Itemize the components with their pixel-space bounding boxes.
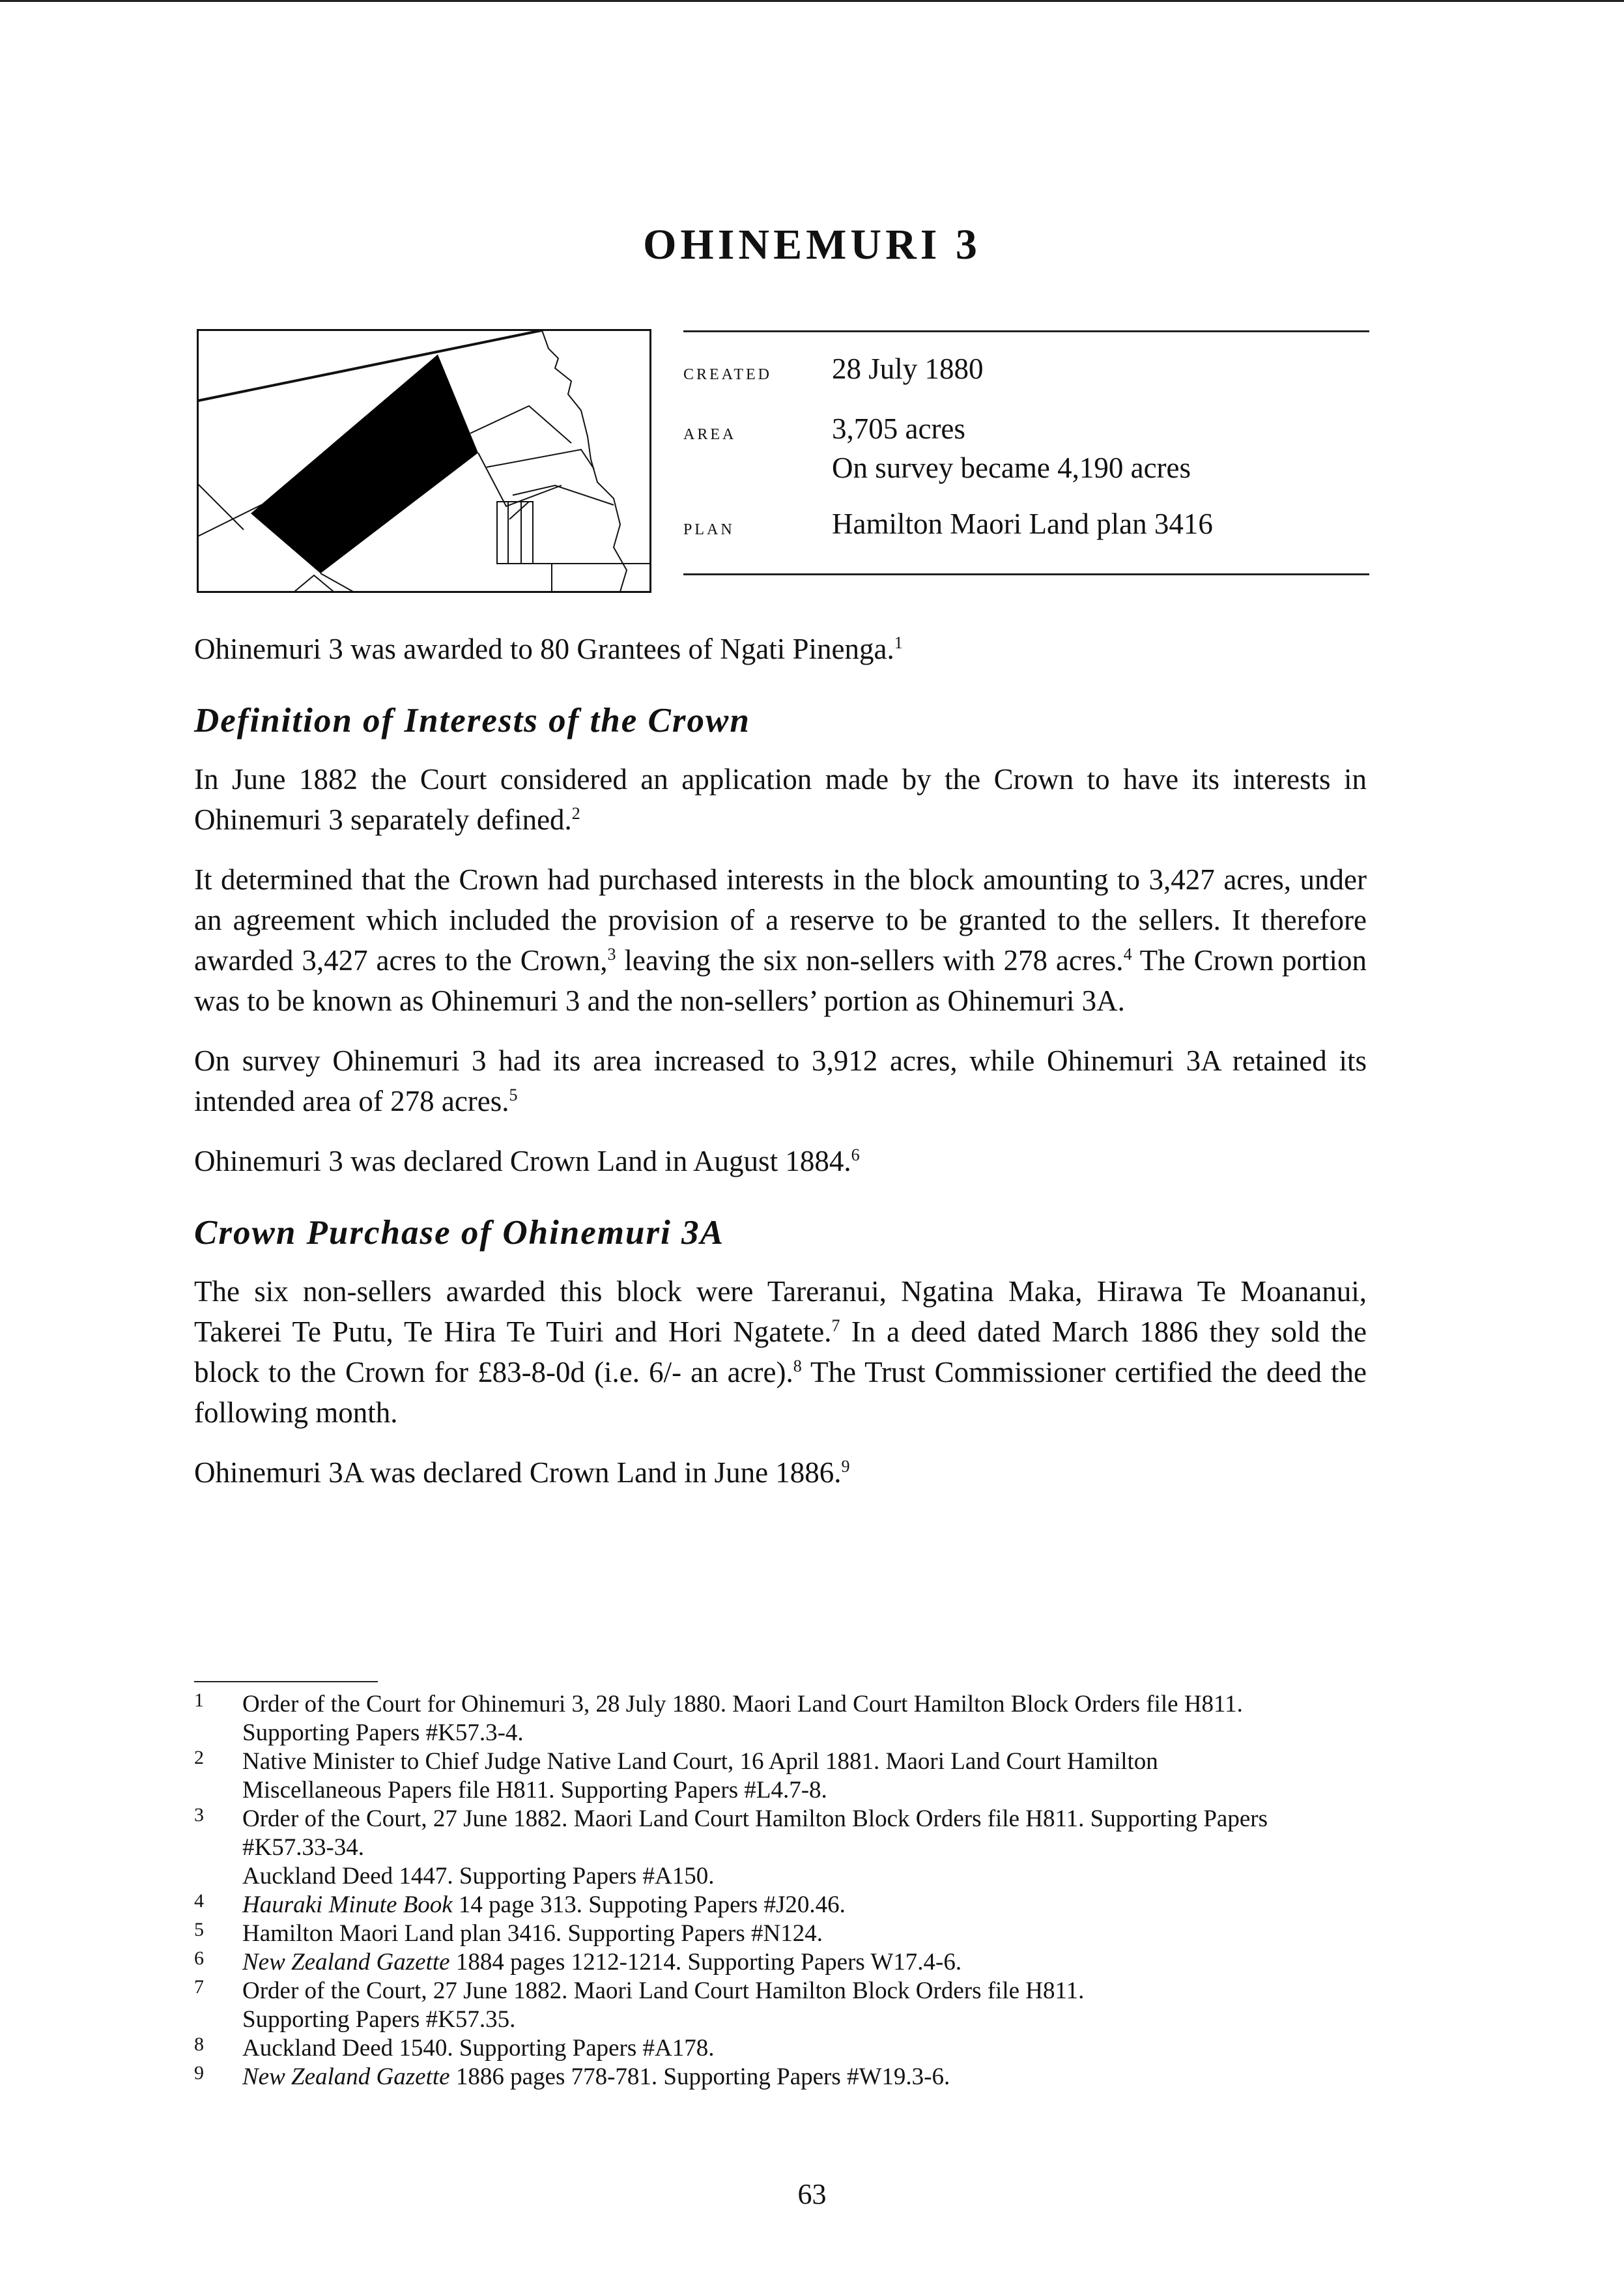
footnote-line (242, 2063, 1373, 2091)
paragraph-text: The Trust Commissioner certified the deed the following month. (194, 1356, 1367, 1429)
footnote (194, 2034, 1373, 2063)
info-value-created (832, 345, 1369, 405)
info-bottom-rule (683, 573, 1369, 575)
footnote-text: 1884 pages 1212-1214. Supporting Papers W17.4-6. (449, 1949, 962, 1976)
info-row-plan (683, 500, 1369, 560)
footnote-line: Supporting Papers #K57.3-4. (242, 1719, 524, 1746)
info-key-plan: plan (683, 515, 735, 539)
footnote (194, 1948, 1373, 1977)
info-value-line: On survey became 4,190 acres (832, 452, 1191, 484)
footnote-ref: 6 (851, 1145, 860, 1164)
info-value-line: 3,705 acres (832, 412, 965, 445)
paragraph (194, 1271, 1367, 1433)
info-key-created: created (683, 360, 772, 384)
top-border-rule (0, 0, 1624, 2)
footnote-ref: 7 (831, 1316, 840, 1335)
footnote-ref: 2 (571, 804, 580, 823)
block-info-table (683, 345, 1369, 560)
footnote-line: Hamilton Maori Land plan 3416. Supporting Papers #N124. (242, 1920, 823, 1947)
footnote-line: Auckland Deed 1540. Supporting Papers #A178. (242, 2035, 715, 2062)
footnote (194, 1690, 1373, 1747)
footnote-ref: 9 (841, 1457, 850, 1476)
paragraph (194, 759, 1367, 840)
footnote (194, 1977, 1373, 2034)
info-value-line: 28 July 1880 (832, 352, 984, 385)
footnote-number: 5 (194, 1919, 204, 1940)
info-value-area (832, 405, 1369, 500)
footnote (194, 1747, 1373, 1805)
paragraph-text: On survey Ohinemuri 3 had its area increased to 3,912 acres, while Ohinemuri 3A retained its intended area of 278 acres. (194, 1044, 1367, 1117)
section-heading-definition: Definition of Interests of the Crown (194, 702, 750, 740)
body-text (194, 629, 1367, 1512)
paragraph (194, 1141, 1367, 1181)
footnote-line: Auckland Deed 1447. Supporting Papers #A150. (242, 1863, 715, 1890)
footnote-italic-title: Hauraki Minute Book (242, 1891, 453, 1918)
paragraph-text: The Crown portion was to be known as Ohinemuri 3 and the non-sellers’ portion as Ohinemuri 3A. (194, 944, 1367, 1017)
paragraph-text: Ohinemuri 3 was declared Crown Land in August 1884. (194, 1145, 851, 1177)
footnote-line: #K57.33-34. (242, 1834, 365, 1861)
footnote-number: 2 (194, 1747, 204, 1768)
footnote-line: Miscellaneous Papers file H811. Supporting Papers #L4.7-8. (242, 1777, 827, 1804)
paragraph-text: The six non-sellers awarded this block were Tareranui, Ngatina Maka, Hirawa Te Moananui, Takerei Te Putu, Te Hira Te Tuiri and Hori Ngatete. (194, 1275, 1367, 1348)
page-number: 63 (797, 2178, 827, 2210)
footnotes (194, 1690, 1373, 2091)
info-key-area: area (683, 420, 737, 444)
footnote-ref: 3 (607, 945, 616, 964)
page-title: OHINEMURI 3 (643, 221, 981, 268)
info-row-created (683, 345, 1369, 405)
footnote-line (242, 1948, 1373, 1977)
footnote-ref: 1 (894, 633, 903, 652)
info-top-rule (683, 330, 1369, 332)
footnote (194, 2063, 1373, 2091)
footnote-text: 1886 pages 778-781. Supporting Papers #W19.3-6. (449, 2063, 950, 2090)
paragraph-text: Ohinemuri 3 was awarded to 80 Grantees of Ngati Pinenga. (194, 633, 894, 665)
intro-paragraph (194, 629, 1367, 669)
footnote-separator (194, 1681, 378, 1682)
footnote-line: Order of the Court, 27 June 1882. Maori Land Court Hamilton Block Orders file H811. Supporting Papers (242, 1805, 1268, 1832)
footnote-number: 4 (194, 1890, 204, 1912)
paragraph-text: Ohinemuri 3A was declared Crown Land in June 1886. (194, 1456, 842, 1489)
footnote-italic-title: New Zealand Gazette (242, 2063, 450, 2090)
footnote-number: 9 (194, 2062, 204, 2084)
footnote-number: 8 (194, 2034, 204, 2055)
footnote (194, 1891, 1373, 1919)
paragraph-text: It determined that the Crown had purchased interests in the block amounting to 3,427 acres, under an agreement which included the provision of a reserve to be granted to the sellers. It therefore awarded 3,427 acres to the Crown, (194, 863, 1367, 977)
footnote-ref: 8 (793, 1357, 802, 1375)
paragraph (194, 859, 1367, 1021)
section-heading-crown-purchase: Crown Purchase of Ohinemuri 3A (194, 1214, 724, 1252)
paragraph (194, 1452, 1367, 1493)
footnote-line: Native Minister to Chief Judge Native Land Court, 16 April 1881. Maori Land Court Hamilton (242, 1748, 1158, 1775)
footnote-number: 1 (194, 1689, 204, 1711)
block-info-panel (683, 330, 1369, 575)
footnote-ref: 4 (1123, 945, 1132, 964)
info-row-area (683, 405, 1369, 500)
info-value-plan (832, 500, 1369, 560)
footnote-italic-title: New Zealand Gazette (242, 1949, 450, 1976)
footnote-line: Order of the Court for Ohinemuri 3, 28 July 1880. Maori Land Court Hamilton Block Orders file H811. (242, 1691, 1243, 1717)
footnote-number: 3 (194, 1804, 204, 1826)
block-location-map (197, 329, 651, 593)
footnote-number: 6 (194, 1947, 204, 1969)
paragraph-text: leaving the six non-sellers with 278 acres. (616, 944, 1124, 977)
footnote-line: Supporting Papers #K57.35. (242, 2006, 516, 2033)
footnote-line (242, 1891, 1373, 1919)
paragraph-text: In June 1882 the Court considered an application made by the Crown to have its interests in Ohinemuri 3 separately defined. (194, 763, 1367, 836)
footnote (194, 1805, 1373, 1891)
footnote-line: Order of the Court, 27 June 1882. Maori Land Court Hamilton Block Orders file H811. (242, 1977, 1085, 2004)
footnote (194, 1919, 1373, 1948)
footnote-number: 7 (194, 1976, 204, 1998)
paragraph (194, 1041, 1367, 1121)
footnote-text: 14 page 313. Suppoting Papers #J20.46. (452, 1891, 846, 1918)
info-value-line: Hamilton Maori Land plan 3416 (832, 508, 1213, 540)
footnote-ref: 5 (509, 1085, 518, 1104)
paragraph-text: In a deed dated March 1886 they sold the block to the Crown for £83-8-0d (i.e. 6/- an acre). (194, 1315, 1367, 1388)
